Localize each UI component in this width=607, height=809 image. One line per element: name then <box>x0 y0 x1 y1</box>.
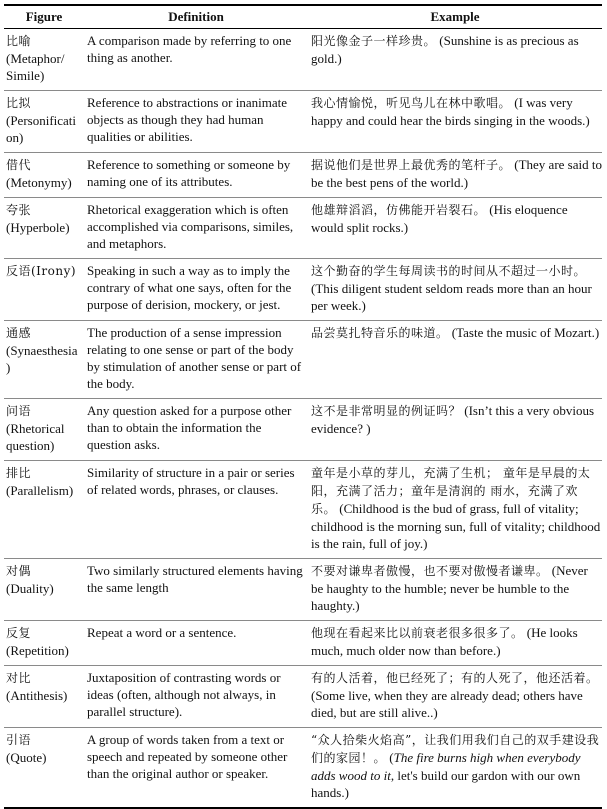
figure-cell <box>4 461 84 559</box>
table-row <box>4 153 602 198</box>
example-cell <box>308 153 602 198</box>
example-english: (Isn’t this a very obvious evidence? ) <box>311 403 595 436</box>
example-english-open: ( <box>389 750 394 765</box>
definition-cell: Similarity of structure in a pair or series of related words, phrases, or clauses. <box>84 461 308 559</box>
example-english-italic: The fire burns high when everybody adds wood to it <box>311 750 581 783</box>
table-row <box>4 259 602 321</box>
example-chinese: 这不是非常明显的例证吗？ <box>311 404 462 418</box>
definition-cell: A comparison made by referring to one thing as another. <box>87 33 292 65</box>
header-definition: Definition <box>84 5 308 29</box>
table-row <box>4 728 602 809</box>
figure-chinese: 反语(Irony) <box>6 264 77 278</box>
example-chinese: 这个勤奋的学生每周读书的时间从不超过一小时。 <box>311 264 587 278</box>
definition-cell: Speaking in such a way as to imply the contrary of what one says, often for the purpose of derision, mockery, or jest. <box>84 259 308 321</box>
example-english-rest: , let's build our gardon with our own hands.) <box>311 768 581 800</box>
example-cell <box>308 399 602 461</box>
example-chinese: 不要对谦卑者傲慢，也不要对傲慢者谦卑。 <box>311 564 549 578</box>
table-row <box>4 621 602 666</box>
example-chinese: 据说他们是世界上最优秀的笔杆子。 <box>311 158 512 172</box>
definition-cell: Two similarly structured elements having the same length <box>84 559 308 621</box>
header-figure: Figure <box>4 5 84 29</box>
example-english: (His eloquence would split rocks.) <box>311 202 568 235</box>
figure-english: (Parallelism) <box>6 483 74 498</box>
figure-english: (Metonymy) <box>6 175 72 190</box>
figure-chinese: 排比 <box>6 466 32 480</box>
definition-cell: Reference to abstractions or inanimate objects as though they had human qualities or abilities. <box>84 91 308 153</box>
figure-chinese: 比拟 <box>6 96 32 110</box>
figure-chinese: 反复 <box>6 626 32 640</box>
example-chinese: 阳光像金子一样珍贵。 <box>311 34 437 48</box>
figure-english: (Duality) <box>6 581 54 596</box>
figure-english: (Personification) <box>6 113 77 145</box>
example-chinese: 我心情愉悦，听见鸟儿在林中歌唱。 <box>311 96 512 110</box>
figure-cell <box>4 559 84 621</box>
table-row <box>4 399 602 461</box>
table-row <box>4 29 602 91</box>
figure-chinese: 通感 <box>6 326 32 340</box>
example-cell <box>308 198 602 259</box>
example-english: (Taste the music of Mozart.) <box>451 325 600 340</box>
definition-cell: Juxtaposition of contrasting words or ideas (often, although not always, in parallel structure). <box>84 666 308 728</box>
table-row <box>4 461 602 559</box>
table-row <box>4 666 602 728</box>
figure-cell <box>4 728 84 809</box>
definition-cell: Reference to something or someone by naming one of its attributes. <box>84 153 308 198</box>
definition-cell: Rhetorical exaggeration which is often accomplished via comparisons, similes, and metaphors. <box>84 198 308 259</box>
example-english: (I was very happy and could hear the birds singing in the woods.) <box>311 95 590 128</box>
figure-english: (Metaphor/ Simile) <box>6 51 65 83</box>
table-row <box>4 91 602 153</box>
figure-cell <box>4 666 84 728</box>
example-chinese: 他雄辩滔滔，仿佛能开岩裂石。 <box>311 203 487 217</box>
example-chinese: “众人拾柴火焰高”，让我们用我们自己的双手建设我们的家园！。 <box>311 733 600 765</box>
example-chinese: 品尝莫扎特音乐的味道。 <box>311 326 449 340</box>
figure-cell <box>4 91 84 153</box>
example-cell <box>308 321 602 399</box>
table-header-row <box>4 5 602 29</box>
example-cell <box>308 666 602 728</box>
header-example: Example <box>308 5 602 29</box>
figure-cell <box>4 399 84 461</box>
figure-chinese: 比喻 <box>6 34 32 48</box>
figure-english: (Antithesis) <box>6 688 68 703</box>
figure-cell <box>4 621 84 666</box>
figure-cell <box>4 198 84 259</box>
figure-english: (Synaesthesia) <box>6 343 78 375</box>
example-cell <box>308 29 602 91</box>
example-english: (They are said to be the best pens of the world.) <box>311 157 602 190</box>
example-chinese: 有的人活着，他已经死了；有的人死了，他还活着。 <box>311 671 599 685</box>
figure-english: (Quote) <box>6 750 47 765</box>
example-cell <box>308 621 602 666</box>
example-cell <box>308 259 602 321</box>
definition-cell: A group of words taken from a text or speech and repeated by someone other than the original author or speaker. <box>84 728 308 809</box>
figure-chinese: 对偶 <box>6 564 32 578</box>
figure-cell <box>4 321 84 399</box>
figure-english: (Repetition) <box>6 643 69 658</box>
figure-chinese: 引语 <box>6 733 32 747</box>
figure-cell <box>4 259 84 321</box>
table-row <box>4 559 602 621</box>
example-english: (Some live, when they are already dead; others have died, but are still alive..) <box>311 688 583 720</box>
definition-cell: Repeat a word or a sentence. <box>84 621 308 666</box>
example-english: (Never be haughty to the humble; never be humble to the haughty.) <box>311 563 588 613</box>
table-row <box>4 321 602 399</box>
figure-chinese: 问语 <box>6 404 32 418</box>
rhetorical-figures-table <box>4 4 602 809</box>
example-cell <box>308 461 602 559</box>
example-english: (This diligent student seldom reads more than an hour per week.) <box>311 281 592 313</box>
figure-chinese: 对比 <box>6 671 32 685</box>
figure-chinese: 夸张 <box>6 203 32 217</box>
example-english: (Childhood is the bud of grass, full of vitality; childhood is the morning sun, full of vitality; childhood is the rain, full of joy.) <box>311 501 601 551</box>
figure-cell <box>4 29 84 91</box>
figure-chinese: 借代 <box>6 158 32 172</box>
figure-english: (Hyperbole) <box>6 220 70 235</box>
example-english: (He looks much, much older now than before.) <box>311 625 578 658</box>
definition-cell: Any question asked for a purpose other than to obtain the information the question asks. <box>84 399 308 461</box>
example-chinese: 童年是小草的芽儿，充满了生机； 童年是早晨的太阳，充满了活力；童年是清润的 雨水，充满了欢乐。 <box>311 466 591 516</box>
figure-english: (Rhetorical question) <box>6 421 65 453</box>
example-chinese: 他现在看起来比以前衰老很多很多了。 <box>311 626 524 640</box>
example-cell <box>308 559 602 621</box>
table-row <box>4 198 602 259</box>
definition-cell: The production of a sense impression relating to one sense or part of the body by stimulation of another sense or part of the body. <box>84 321 308 399</box>
figure-cell <box>4 153 84 198</box>
example-cell <box>308 91 602 153</box>
example-english: (Sunshine is as precious as gold.) <box>311 33 579 66</box>
example-cell <box>308 728 602 809</box>
